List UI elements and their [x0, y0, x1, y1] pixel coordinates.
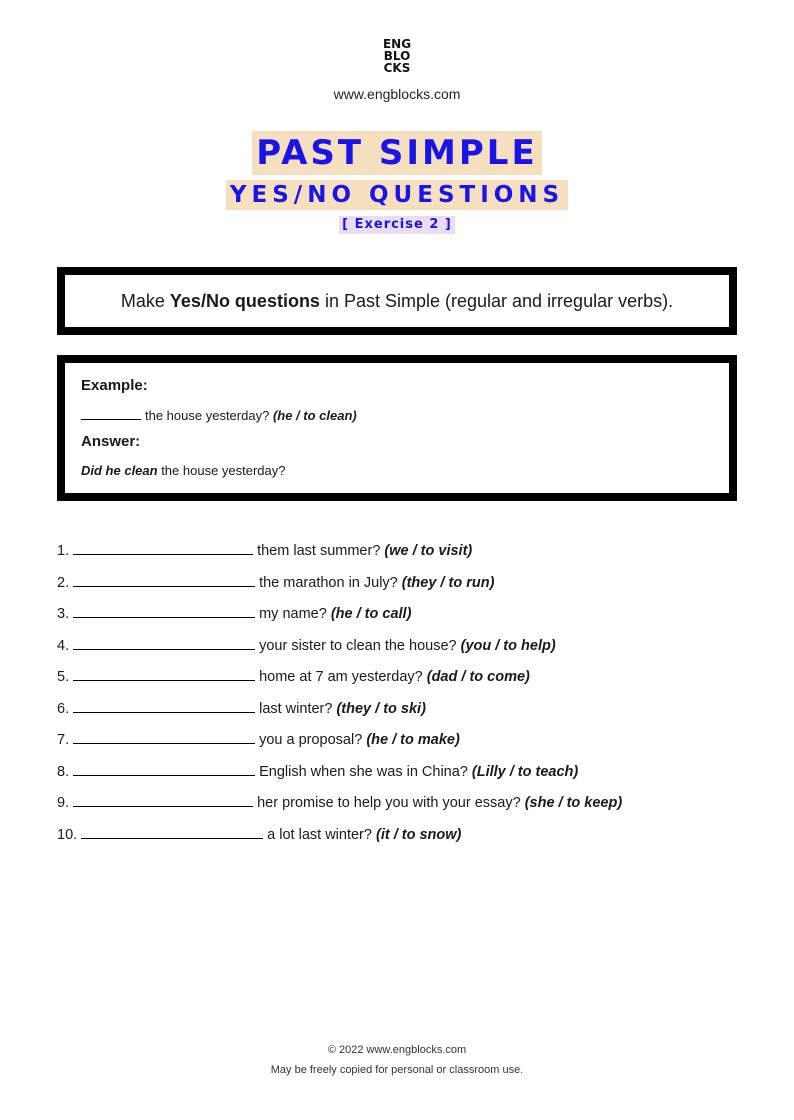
answer-blank[interactable] [81, 822, 263, 839]
answer-blank[interactable] [73, 538, 253, 555]
answer-label: Answer: [81, 433, 141, 450]
item-hint: (she / to keep) [524, 795, 623, 811]
list-item [57, 601, 411, 625]
answer-blank[interactable] [73, 696, 255, 713]
item-hint: (Lilly / to teach) [471, 764, 579, 780]
item-hint: (he / to call) [330, 606, 412, 622]
item-number: 10. [57, 827, 78, 843]
item-hint: (they / to ski) [336, 701, 426, 717]
engblocks-logo [0, 38, 794, 74]
item-hint: (we / to visit) [384, 543, 473, 559]
instruction-pre: Make [120, 291, 170, 311]
item-text: the marathon in July? [259, 575, 398, 591]
answer-blank[interactable] [73, 790, 253, 807]
item-text: them last summer? [257, 543, 381, 559]
item-hint: (it / to snow) [375, 827, 462, 843]
answer-rest: the house yesterday? [157, 463, 286, 478]
list-item [57, 822, 461, 846]
instruction-bold: Yes/No questions [169, 291, 320, 311]
example-hint: (he / to clean) [272, 408, 357, 423]
answer-sentence [81, 463, 286, 478]
example-box [57, 355, 737, 501]
example-text: the house yesterday? [145, 408, 270, 423]
item-number: 3. [57, 606, 70, 622]
answer-blank[interactable] [73, 759, 255, 776]
answer-blank[interactable] [73, 633, 255, 650]
item-number: 8. [57, 764, 70, 780]
item-number: 5. [57, 669, 70, 685]
logo-line: CKS [383, 61, 411, 75]
list-item [57, 570, 494, 594]
item-text: home at 7 am yesterday? [259, 669, 423, 685]
item-number: 7. [57, 732, 70, 748]
item-text: my name? [259, 606, 327, 622]
answer-blank[interactable] [73, 601, 255, 618]
answer-blank[interactable] [73, 664, 255, 681]
list-item [57, 727, 460, 751]
example-label: Example: [81, 377, 148, 394]
list-item [57, 633, 556, 657]
answer-blank[interactable] [73, 570, 255, 587]
logo-line: BLO [383, 49, 411, 63]
item-text: your sister to clean the house? [259, 638, 457, 654]
instruction-post: in Past Simple (regular and irregular verbs). [319, 291, 674, 311]
item-text: a lot last winter? [267, 827, 372, 843]
site-url[interactable]: www.engblocks.com [333, 86, 461, 102]
item-number: 4. [57, 638, 70, 654]
footer-note: May be freely copied for personal or classroom use. [270, 1064, 524, 1076]
item-number: 6. [57, 701, 70, 717]
page-title: PAST SIMPLE [252, 131, 541, 175]
item-text: English when she was in China? [259, 764, 468, 780]
item-text: her promise to help you with your essay? [257, 795, 521, 811]
example-sentence [81, 407, 357, 423]
item-number: 9. [57, 795, 70, 811]
example-blank [81, 407, 141, 420]
item-number: 2. [57, 575, 70, 591]
answer-blank[interactable] [73, 727, 255, 744]
list-item [57, 759, 578, 783]
list-item [57, 790, 622, 814]
list-item [57, 664, 530, 688]
item-text: last winter? [259, 701, 333, 717]
list-item [57, 538, 472, 562]
item-hint: (he / to make) [366, 732, 460, 748]
item-number: 1. [57, 543, 70, 559]
item-text: you a proposal? [259, 732, 363, 748]
instruction-box [57, 267, 737, 335]
item-hint: (they / to run) [401, 575, 495, 591]
item-hint: (you / to help) [460, 638, 556, 654]
list-item [57, 696, 426, 720]
page-subtitle: YES/NO QUESTIONS [226, 180, 568, 210]
item-hint: (dad / to come) [426, 669, 530, 685]
logo-line: ENG [382, 37, 412, 51]
exercise-badge: [ Exercise 2 ] [339, 216, 455, 234]
answer-bold: Did he clean [81, 463, 158, 478]
footer-copyright: © 2022 www.engblocks.com [327, 1044, 467, 1056]
